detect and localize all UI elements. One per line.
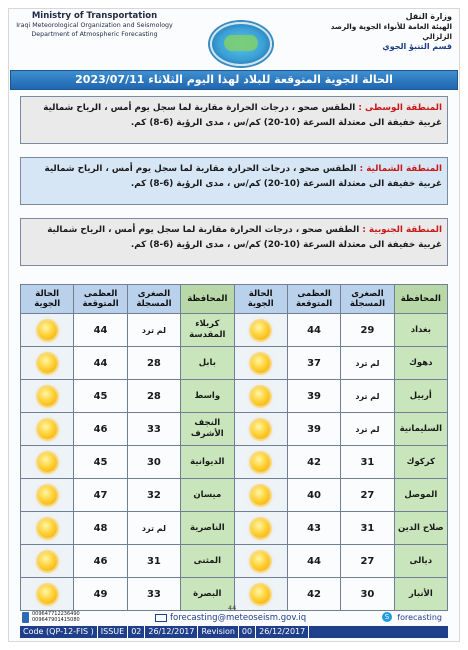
governorate-cell: المثنى [181, 545, 234, 578]
sun-icon [38, 420, 57, 439]
max-temp-cell: 45 [74, 446, 127, 479]
governorate-cell: الموصل [394, 479, 447, 512]
max-temp-cell: 37 [287, 347, 340, 380]
header-max: العظمى المتوقعة [74, 285, 127, 314]
revision-date: 26/12/2017 [256, 626, 309, 638]
document-control-bar [20, 626, 448, 638]
header-state: الحالة الجوية [21, 285, 74, 314]
weather-state-cell [234, 512, 287, 545]
table-row [21, 380, 448, 413]
region-central [20, 96, 448, 144]
governorate-cell: الناصرية [181, 512, 234, 545]
weather-state-cell [21, 545, 74, 578]
region-text: الطقس صحو ، درجات الحرارة مقاربة لما سجل يوم أمس ، الرياح شمالية غربية خفيفة الى معتدلة السرعة (10-20) كم/س ، مدى الرؤية (6-8) كم. [47, 225, 442, 250]
weather-state-cell [234, 380, 287, 413]
sun-icon [38, 387, 57, 406]
weather-state-cell [21, 314, 74, 347]
page-number: 44 [228, 604, 237, 612]
governorate-cell: ميسان [181, 479, 234, 512]
weather-state-cell [21, 512, 74, 545]
sun-icon [251, 387, 270, 406]
region-name: المنطقة الوسطى : [358, 103, 442, 113]
governorate-cell: البصرة [181, 578, 234, 611]
header-arabic [320, 12, 452, 52]
min-temp-cell: 28 [127, 380, 180, 413]
skype-icon: S [382, 612, 392, 622]
max-temp-cell: 43 [287, 512, 340, 545]
min-temp-cell: 27 [341, 545, 394, 578]
min-temp-cell: لم ترد [127, 314, 180, 347]
min-temp-cell: 32 [127, 479, 180, 512]
governorate-cell: كربلاء المقدسة [181, 314, 234, 347]
header-min: الصغرى المسجلة [341, 285, 394, 314]
max-temp-cell: 47 [74, 479, 127, 512]
min-temp-cell: 31 [341, 512, 394, 545]
max-temp-cell: 49 [74, 578, 127, 611]
region-south [20, 218, 448, 266]
sun-icon [38, 354, 57, 373]
sun-icon [251, 453, 270, 472]
revision-label: Revision [198, 626, 238, 638]
weather-state-cell [21, 479, 74, 512]
sun-icon [38, 453, 57, 472]
max-temp-cell: 44 [287, 545, 340, 578]
department-en: Department of Atmospheric Forecasting [31, 31, 158, 38]
max-temp-cell: 48 [74, 512, 127, 545]
min-temp-cell: 30 [127, 446, 180, 479]
max-temp-cell: 42 [287, 446, 340, 479]
region-name: المنطقة الجنوبية : [362, 225, 442, 235]
governorate-cell: السليمانية [394, 413, 447, 446]
min-temp-cell: 28 [127, 347, 180, 380]
sun-icon [251, 552, 270, 571]
table-row [21, 446, 448, 479]
weather-state-cell [234, 314, 287, 347]
region-text: الطقس صحو ، درجات الحرارة مقاربة لما سجل يوم أمس ، الرياح شمالية غربية خفيفة الى معتدلة السرعة (10-20) كم/س ، مدى الرؤية (6-8) كم. [44, 164, 442, 189]
forecast-table [20, 284, 448, 611]
weather-state-cell [234, 479, 287, 512]
phone-2: 009647901415080 [32, 617, 80, 623]
min-temp-cell: 31 [127, 545, 180, 578]
weather-state-cell [21, 380, 74, 413]
governorate-cell: بابل [181, 347, 234, 380]
table-row [21, 512, 448, 545]
issue-label: ISSUE [98, 626, 128, 638]
governorate-cell: واسط [181, 380, 234, 413]
max-temp-cell: 40 [287, 479, 340, 512]
min-temp-cell: 27 [341, 479, 394, 512]
sun-icon [251, 420, 270, 439]
forecast-title-bar [10, 70, 458, 90]
max-temp-cell: 39 [287, 413, 340, 446]
table-header-row [21, 285, 448, 314]
min-temp-cell: 30 [341, 578, 394, 611]
max-temp-cell: 44 [74, 314, 127, 347]
doc-code: Code (QP-12-FIS ) [20, 626, 98, 638]
issue-number: 02 [128, 626, 145, 638]
min-temp-cell: 33 [127, 578, 180, 611]
skype-handle[interactable]: forecasting [397, 613, 442, 622]
region-name: المنطقة الشمالية : [359, 164, 442, 174]
organization-en: Iraqi Meteorological Organization and Seismology [16, 22, 173, 29]
governorate-cell: ديالى [394, 545, 447, 578]
min-temp-cell: 29 [341, 314, 394, 347]
max-temp-cell: 46 [74, 545, 127, 578]
table-row [21, 347, 448, 380]
governorate-cell: الديوانية [181, 446, 234, 479]
table-row [21, 479, 448, 512]
contact-footer [20, 611, 448, 624]
weather-state-cell [21, 578, 74, 611]
max-temp-cell: 46 [74, 413, 127, 446]
header-min: الصغرى المسجلة [127, 285, 180, 314]
phone-numbers [32, 611, 80, 623]
region-text: الطقس صحو ، درجات الحرارة مقاربة لما سجل يوم أمس ، الرياح شمالية غربية خفيفة الى معتدلة السرعة (10-20) كم/س ، مدى الرؤية (6-8) كم. [43, 103, 442, 128]
header-state: الحالة الجوية [234, 285, 287, 314]
governorate-cell: صلاح الدين [394, 512, 447, 545]
weather-state-cell [234, 413, 287, 446]
governorate-cell: بغداد [394, 314, 447, 347]
header [12, 12, 456, 74]
sun-icon [251, 321, 270, 340]
email-address[interactable]: forecasting@meteoseism.gov.iq [170, 613, 307, 623]
forecast-title: الحالة الجوية المتوقعة للبلاد لهذا اليوم الثلاثاء 2023/07/11 [75, 73, 393, 86]
min-temp-cell: 33 [127, 413, 180, 446]
max-temp-cell: 42 [287, 578, 340, 611]
weather-state-cell [234, 446, 287, 479]
governorate-cell: النجف الأشرف [181, 413, 234, 446]
revision-number: 00 [239, 626, 256, 638]
weather-state-cell [234, 545, 287, 578]
governorate-cell: الأنبار [394, 578, 447, 611]
weather-state-cell [234, 578, 287, 611]
phone-1: 009647712236490 [32, 611, 80, 617]
governorate-cell: كركوك [394, 446, 447, 479]
organization-ar: الهيئة العامة للأنواء الجوية والرصد الزلزالي [330, 22, 452, 41]
sun-icon [38, 519, 57, 538]
table-row [21, 545, 448, 578]
min-temp-cell: لم ترد [341, 380, 394, 413]
email-icon [155, 614, 167, 622]
sun-icon [38, 552, 57, 571]
sun-icon [38, 585, 57, 604]
ministry-en: Ministry of Transportation [31, 11, 158, 21]
issue-date: 26/12/2017 [145, 626, 198, 638]
header-governorate: المحافظة [394, 285, 447, 314]
organization-logo-icon [210, 22, 272, 66]
sun-icon [38, 321, 57, 340]
header-english [12, 12, 177, 39]
sun-icon [251, 519, 270, 538]
ministry-ar: وزارة النقل [405, 12, 452, 21]
min-temp-cell: لم ترد [341, 347, 394, 380]
table-row [21, 413, 448, 446]
sun-icon [251, 585, 270, 604]
max-temp-cell: 39 [287, 380, 340, 413]
governorate-cell: أربيل [394, 380, 447, 413]
min-temp-cell: لم ترد [127, 512, 180, 545]
min-temp-cell: 31 [341, 446, 394, 479]
weather-state-cell [21, 446, 74, 479]
sun-icon [251, 354, 270, 373]
header-governorate: المحافظة [181, 285, 234, 314]
weather-state-cell [234, 347, 287, 380]
department-ar: قسم التنبؤ الجوي [382, 42, 452, 51]
region-north [20, 157, 448, 205]
max-temp-cell: 45 [74, 380, 127, 413]
phone-icon [22, 612, 29, 623]
table-row [21, 314, 448, 347]
max-temp-cell: 44 [74, 347, 127, 380]
governorate-cell: دهوك [394, 347, 447, 380]
sun-icon [38, 486, 57, 505]
sun-icon [251, 486, 270, 505]
weather-state-cell [21, 413, 74, 446]
min-temp-cell: لم ترد [341, 413, 394, 446]
max-temp-cell: 44 [287, 314, 340, 347]
header-max: العظمى المتوقعة [287, 285, 340, 314]
weather-state-cell [21, 347, 74, 380]
